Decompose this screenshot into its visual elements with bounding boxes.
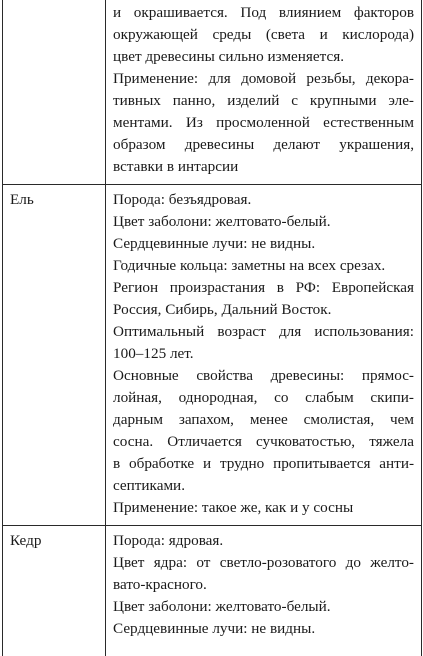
- species-description-cell: [106, 0, 422, 185]
- text-line: Регион произрастания в РФ: Европейская: [113, 277, 414, 299]
- text-line: Применение: для домовой резьбы, декора-: [113, 68, 414, 90]
- text-line: Цвет заболони: желтовато-белый.: [113, 596, 414, 618]
- text-line: Порода: безъядровая.: [113, 189, 414, 211]
- text-line: Сердцевинные лучи: не видны.: [113, 233, 414, 255]
- text-line: Цвет ядра: от светло-розоватого до желто-: [113, 552, 414, 574]
- text-line: Россия, Сибирь, Дальний Восток.: [113, 299, 414, 321]
- table-row-spruce: [3, 185, 422, 526]
- description-paragraph: [106, 255, 421, 277]
- description-paragraph: [106, 277, 421, 321]
- description-paragraph: [106, 233, 421, 255]
- text-line: Цвет заболони: желтовато-белый.: [113, 211, 414, 233]
- table-row-pine-continued: [3, 0, 422, 185]
- species-name: [3, 0, 105, 4]
- text-line: Оптимальный возраст для использования:: [113, 321, 414, 343]
- text-line: лойная, однородная, со слабым скипи-: [113, 387, 414, 409]
- text-line: сосна. Отличается сучковатостью, тяжела: [113, 431, 414, 453]
- text-line: и окрашивается. Под влиянием факторов: [113, 2, 414, 24]
- description-paragraph: [106, 596, 421, 618]
- description-paragraph: [106, 618, 421, 640]
- wood-species-table: [2, 0, 422, 656]
- species-name-cell: [3, 185, 106, 526]
- text-line: Применение: такое же, как и у сосны: [113, 497, 414, 519]
- description-paragraph: [106, 497, 421, 519]
- text-line: септиками.: [113, 475, 414, 497]
- description-paragraph: [106, 2, 421, 68]
- text-line: цвет древесины сильно изменяется.: [113, 46, 414, 68]
- description-paragraph: [106, 552, 421, 596]
- text-line: Сердцевинные лучи: не видны.: [113, 618, 414, 640]
- species-description-cell: [106, 185, 422, 526]
- description-paragraph: [106, 365, 421, 497]
- text-line: Порода: ядровая.: [113, 530, 414, 552]
- text-line: Основные свойства древесины: прямос-: [113, 365, 414, 387]
- text-line: в обработке и трудно пропитывается анти-: [113, 453, 414, 475]
- species-name: Ель: [3, 185, 105, 211]
- species-description-cell: [106, 526, 422, 656]
- description-paragraph: [106, 530, 421, 552]
- description-paragraph: [106, 68, 421, 178]
- species-name: Кедр: [3, 526, 105, 552]
- text-line: ментами. Из просмоленной естественным: [113, 112, 414, 134]
- species-name-cell: [3, 526, 106, 656]
- text-line: 100–125 лет.: [113, 343, 414, 365]
- species-name-cell: [3, 0, 106, 185]
- table-row-cedar: [3, 526, 422, 656]
- text-line: окружающей среды (света и кислорода): [113, 24, 414, 46]
- description-paragraph: [106, 189, 421, 211]
- text-line: вато-красного.: [113, 574, 414, 596]
- text-line: тивных панно, изделий с крупными эле-: [113, 90, 414, 112]
- text-line: образом древесины делают украшения,: [113, 134, 414, 156]
- description-paragraph: [106, 321, 421, 365]
- text-line: вставки в интарсии: [113, 156, 414, 178]
- text-line: Годичные кольца: заметны на всех срезах.: [113, 255, 414, 277]
- text-line: дарным запахом, менее смолистая, чем: [113, 409, 414, 431]
- description-paragraph: [106, 211, 421, 233]
